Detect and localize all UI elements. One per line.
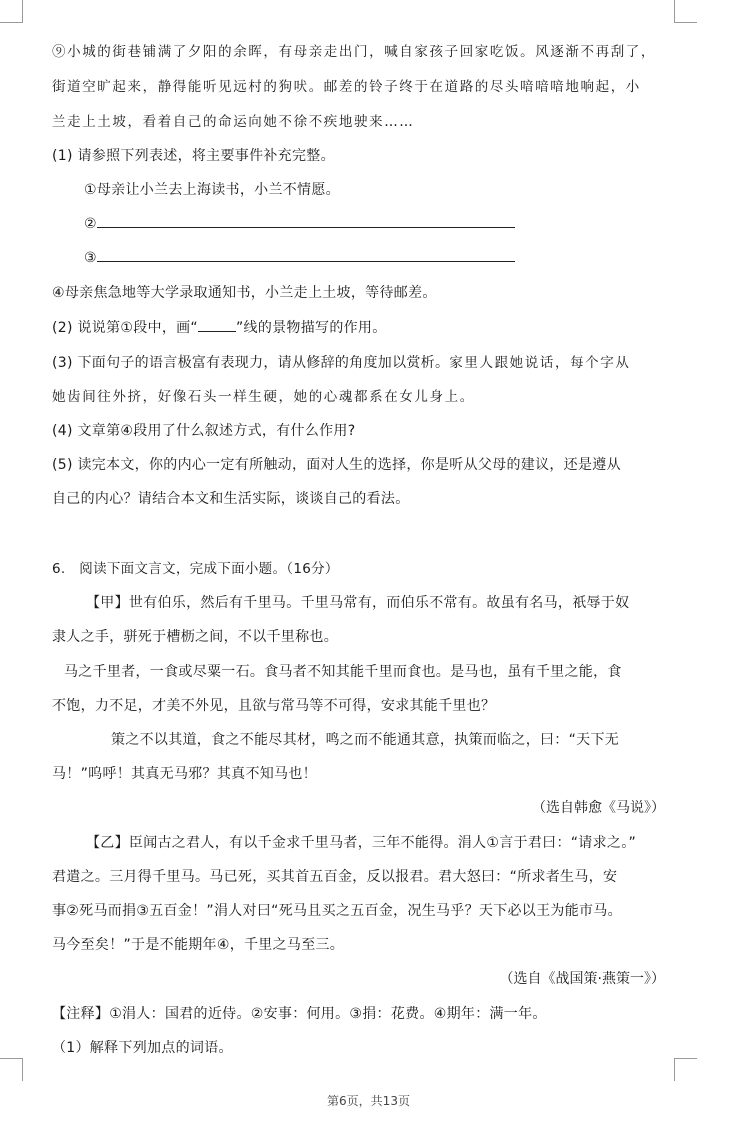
answer-blank-2[interactable] [97, 213, 515, 228]
paragraph-9-line-2: 街道空旷起来，静得能听见远村的狗吠。邮差的铃子终于在道路的尽头喑喑喑地响起，小 [52, 79, 641, 95]
question-3-prompt: (3) 下面句子的语言极富有表现力，请从修辞的角度加以赏析。 [52, 355, 450, 371]
underline-mark [198, 319, 236, 332]
question-1-item-1: ①母亲让小兰去上海读书，小兰不情愿。 [84, 182, 340, 198]
passage-jia-line-6: 马！”呜呼！其真无马邪？其真不知马也！ [52, 766, 317, 782]
question-1-item-2 [84, 213, 515, 232]
question-1: (1) 请参照下列表述，将主要事件补充完整。 [52, 148, 335, 164]
question-5-line-1: (5) 读完本文，你的内心一定有所触动，面对人生的选择，你是听从父母的建议，还是遵从 [52, 457, 621, 473]
question-3-line-1 [52, 351, 630, 372]
question-1-item-3 [84, 247, 515, 266]
passage-jia-source: （选自韩愈《马说》） [532, 800, 665, 816]
paragraph-9-line-1: ⑨小城的街巷铺满了夕阳的余晖，有母亲走出门，喊自家孩子回家吃饭。风逐渐不再刮了， [52, 44, 656, 60]
question-4: (4) 文章第④段用了什么叙述方式，有什么作用? [52, 423, 356, 439]
question-3-quote-start: 家里人跟她说话，每个字从 [449, 355, 631, 371]
question-5-line-2: 自己的内心？请结合本文和生活实际，谈谈自己的看法。 [52, 491, 410, 507]
item-3-number: ③ [84, 250, 97, 266]
passage-yi-line-4: 马今至矣！”于是不能期年④，千里之马至三。 [52, 937, 345, 953]
passage-yi-line-2: 君遣之。三月得千里马。马已死，买其首五百金，反以报君。君大怒曰：“所求者生马，安 [52, 869, 618, 885]
item-2-number: ② [84, 216, 97, 232]
passage-jia-line-5: 策之不以其道，食之不能尽其材，鸣之而不能通其意，执策而临之，曰：“天下无 [111, 732, 620, 748]
passage-jia-line-3: 马之千里者，一食或尽粟一石。食马者不知其能千里而食也。是马也，虽有千里之能，食 [64, 664, 622, 680]
passage-yi-source: （选自《战国策·燕策一》） [499, 971, 665, 987]
corner-mark-top-right [674, 0, 697, 23]
sub-question-1: （1）解释下列加点的词语。 [52, 1040, 233, 1056]
corner-mark-bottom-left [0, 1058, 23, 1081]
question-1-item-4: ④母亲焦急地等大学录取通知书，小兰走上土坡，等待邮差。 [52, 285, 437, 301]
passage-jia-line-4: 不饱，力不足，才美不外见，且欲与常马等不可得，安求其能千里也？ [52, 698, 496, 714]
question-2-part-b: ”线的景物描写的作用。 [235, 320, 387, 336]
page-number-footer: 第6页，共13页 [327, 1094, 410, 1108]
question-2-part-a: (2) 说说第①段中，画“ [52, 320, 198, 336]
answer-blank-3[interactable] [97, 247, 515, 262]
annotations: 【注释】①涓人：国君的近侍。②安事：何用。③捐：花费。④期年：满一年。 [52, 1006, 547, 1022]
passage-jia-line-1: 【甲】世有伯乐，然后有千里马。千里马常有，而伯乐不常有。故虽有名马，祇辱于奴 [86, 595, 630, 611]
passage-jia-line-2: 隶人之手，骈死于槽枥之间，不以千里称也。 [52, 629, 338, 645]
question-3-quote-end: 她齿间往外挤，好像石头一样生硬，她的心魂都系在女儿身上。 [52, 389, 475, 405]
passage-yi-line-3: 事②死马而捐③五百金！”涓人对曰“死马且买之五百金，况生马乎？天下必以王为能市马。 [52, 903, 622, 919]
passage-yi-line-1: 【乙】臣闻古之君人，有以千金求千里马者，三年不能得。涓人①言于君曰：“请求之。” [86, 835, 637, 851]
corner-mark-top-left [0, 0, 23, 23]
corner-mark-bottom-right [674, 1058, 697, 1081]
paragraph-9-line-3: 兰走上土坡，看着自己的命运向她不徐不疾地驶来…… [52, 114, 415, 130]
section-6-heading: 6. 阅读下面文言文，完成下面小题。（16分） [52, 561, 339, 577]
question-2 [52, 317, 387, 337]
